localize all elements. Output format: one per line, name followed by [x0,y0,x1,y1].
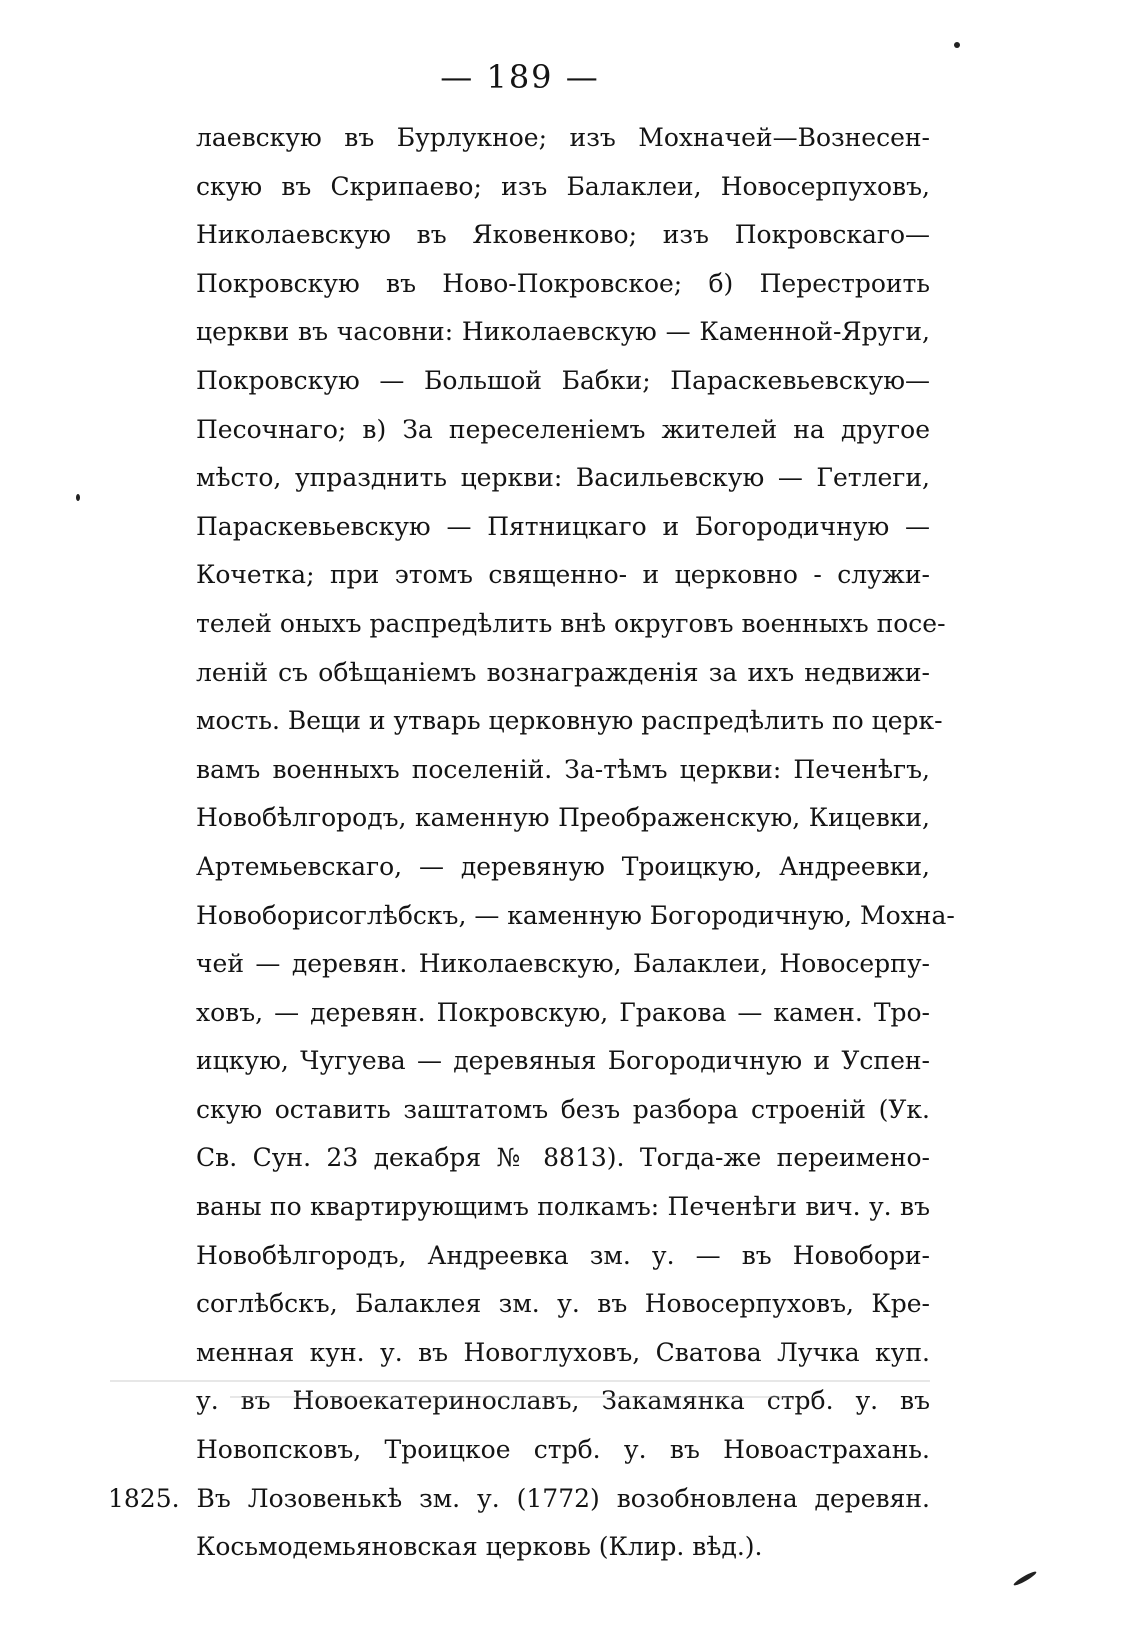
text-line: ховъ, — деревян. Покровскую, Гракова — камен. Тро- [196,997,930,1027]
text-line: у. въ Новоекатеринославъ, Закамянка стрб. у. въ [196,1386,930,1416]
ink-speck [1012,1570,1037,1587]
body-text [108,114,955,1572]
text-line: скую оставить заштатомъ безъ разбора строеній (Ук. [196,1094,930,1124]
text-line: скую въ Скрипаево; изъ Балаклеи, Новосерпуховъ, [196,171,930,201]
text-line: чей — деревян. Николаевскую, Балаклеи, Новосерпу- [196,949,930,979]
text-line: Покровскую въ Ново-Покровское; б) Перестроить [196,268,930,298]
page-number: — 189 — [440,58,600,96]
text-line: ицкую, Чугуева — деревяныя Богородичную и Успен- [196,1046,930,1076]
text-line: церкви въ часовни: Николаевскую — Каменной-Яруги, [196,317,930,347]
text-line: телей оныхъ распредѣлить внѣ округовъ военныхъ посе- [196,608,946,638]
text-line: вамъ военныхъ поселеній. За-тѣмъ церкви: Печенѣгъ, [196,754,930,784]
text-line: Песочнаго; в) За переселеніемъ жителей на другое [196,414,930,444]
text-line: Св. Сун. 23 декабря № 8813). Тогда-же переимено- [196,1143,930,1173]
bleed-through-text [110,1380,930,1440]
text-line: Покровскую — Большой Бабки; Параскевьевскую— [196,365,930,395]
text-line: ваны по квартирующимъ полкамъ: Печенѣги вич. у. въ [196,1192,930,1222]
text-line: Артемьевскаго, — деревяную Троицкую, Андреевки, [196,851,930,881]
ink-speck [76,494,80,501]
text-line: менная кун. у. въ Новоглуховъ, Сватова Лучка куп. [196,1337,930,1367]
text-line: Новобѣлгородъ, каменную Преображенскую, Кицевки, [196,803,930,833]
text-line: Новоборисоглѣбскъ, — каменную Богородичную, Мохна- [196,900,955,930]
text-line: Новобѣлгородъ, Андреевка зм. у. — въ Новобори- [196,1240,930,1270]
text-line: Параскевьевскую — Пятницкаго и Богородичную — [196,511,930,541]
text-line-year: 1825. Въ Лозовенькѣ зм. у. (1772) возобновлена деревян. [108,1483,930,1513]
text-line: лаевскую въ Бурлукное; изъ Мохначей—Вознесен- [196,123,930,152]
text-line: Николаевскую въ Яковенково; изъ Покровскаго— [196,220,930,250]
text-line: Кочетка; при этомъ священно- и церковно - служи- [196,560,930,590]
text-line: мость. Вещи и утварь церковную распредѣлить по церк- [196,706,943,736]
ink-speck [954,42,960,48]
text-line: соглѣбскъ, Балаклея зм. у. въ Новосерпуховъ, Кре- [196,1289,930,1319]
text-line: мѣсто, упразднить церкви: Васильевскую — Гетлеги, [196,463,930,493]
text-line: леній съ обѣщаніемъ вознагражденія за ихъ недвижи- [196,657,930,687]
text-line-last: Косьмодемьяновская церковь (Клир. вѣд.). [196,1532,763,1562]
text-line: Новопсковъ, Троицкое стрб. у. въ Новоастрахань. [196,1435,930,1465]
